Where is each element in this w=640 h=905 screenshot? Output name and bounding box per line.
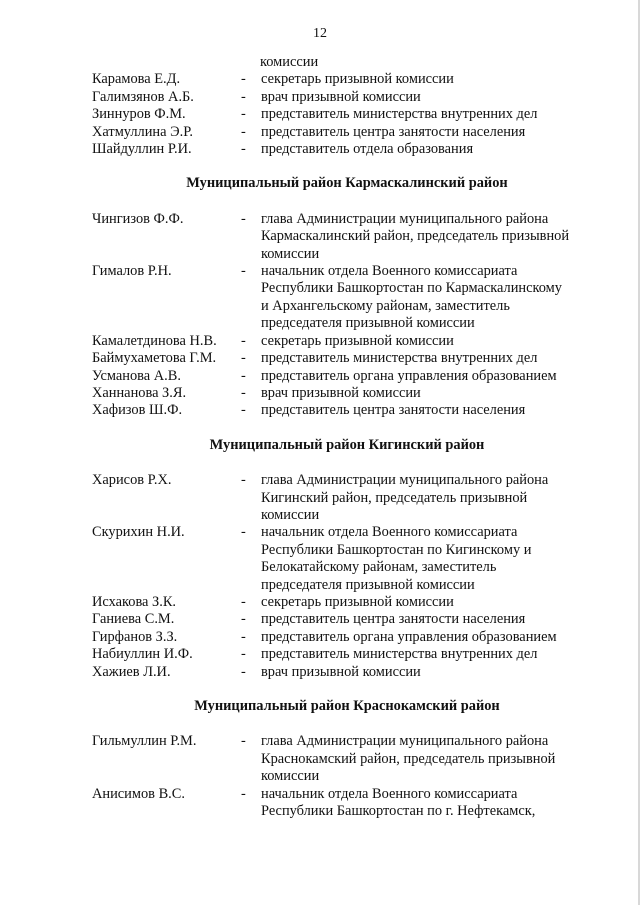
member-role: представитель центра занятости населения [261, 402, 526, 419]
dash-separator [240, 768, 261, 785]
member-row [92, 106, 602, 123]
member-row [92, 664, 602, 681]
member-role: комиссии [261, 768, 320, 785]
document-body [92, 54, 602, 820]
member-row [92, 298, 602, 315]
member-row [92, 768, 602, 785]
dash-separator: - [241, 402, 246, 419]
section-heading: Муниципальный район Кигинский район [209, 436, 485, 453]
district-section [92, 437, 602, 681]
dash-separator [240, 315, 261, 332]
member-row [92, 733, 602, 750]
dash-separator: - [241, 785, 246, 802]
member-role: начальник отдела Военного комиссариата [261, 785, 518, 802]
dash-separator: - [241, 524, 246, 541]
member-row [92, 629, 602, 646]
continuation-line: комиссии [260, 54, 319, 70]
member-role: и Архангельскому районам, заместитель [261, 297, 510, 314]
dash-separator: - [241, 71, 246, 88]
dash-separator [240, 751, 261, 768]
dash-separator [240, 228, 261, 245]
member-name [92, 315, 240, 332]
member-row [92, 594, 602, 611]
dash-separator: - [241, 106, 246, 123]
member-name [92, 751, 240, 768]
member-row [92, 385, 602, 402]
member-role: представитель министерства внутренних дел [261, 350, 538, 367]
dash-separator: - [241, 332, 246, 349]
member-row [92, 263, 602, 280]
member-role: Кигинский район, председатель призывной [261, 489, 528, 506]
dash-separator: - [241, 628, 246, 645]
member-role: Республики Башкортостан по Кармаскалинскому [261, 280, 562, 297]
dash-separator [240, 803, 261, 820]
dash-separator: - [241, 263, 246, 280]
member-row [92, 751, 602, 768]
member-name: Шайдуллин Р.И. [92, 141, 192, 158]
member-row [92, 141, 602, 158]
intro-member-list [92, 71, 602, 158]
dash-separator: - [241, 350, 246, 367]
dash-separator [240, 246, 261, 263]
dash-separator [240, 280, 261, 297]
member-role: секретарь призывной комиссии [261, 71, 454, 88]
member-name [92, 559, 240, 576]
member-role: Краснокамский район, председатель призывной [261, 750, 556, 767]
dash-separator: - [241, 367, 246, 384]
member-role: врач призывной комиссии [261, 384, 421, 401]
member-role: представитель министерства внутренних дел [261, 106, 538, 123]
member-role: врач призывной комиссии [261, 663, 421, 680]
member-row [92, 211, 602, 228]
member-row [92, 507, 602, 524]
page-number: 12 [313, 26, 327, 41]
member-row [92, 646, 602, 663]
district-section [92, 698, 602, 820]
member-name [92, 768, 240, 785]
member-name: Ханнанова З.Я. [92, 384, 187, 401]
dash-separator [240, 577, 261, 594]
member-name [92, 542, 240, 559]
dash-separator: - [241, 141, 246, 158]
member-row [92, 402, 602, 419]
member-name: Хатмуллина Э.Р. [92, 123, 194, 140]
dash-separator: - [241, 384, 246, 401]
member-role: представитель министерства внутренних дел [261, 646, 538, 663]
member-name: Гирфанов З.З. [92, 628, 178, 645]
member-role: представитель органа управления образованием [261, 367, 557, 384]
member-role: глава Администрации муниципального района [261, 210, 549, 227]
dash-separator: - [241, 663, 246, 680]
member-row [92, 803, 602, 820]
dash-separator: - [241, 733, 246, 750]
member-name: Харисов Р.Х. [92, 472, 172, 489]
member-row [92, 350, 602, 367]
member-name [92, 490, 240, 507]
dash-separator [240, 507, 261, 524]
member-row [92, 611, 602, 628]
member-row [92, 524, 602, 541]
member-name: Камалетдинова Н.В. [92, 332, 217, 349]
member-role: комиссии [261, 506, 320, 523]
member-row [92, 71, 602, 88]
member-row [92, 472, 602, 489]
section-heading: Муниципальный район Краснокамский район [194, 698, 500, 714]
member-row [92, 786, 602, 803]
member-role: Белокатайскому районам, заместитель [261, 559, 497, 576]
dash-separator [240, 542, 261, 559]
member-name: Исхакова З.К. [92, 593, 177, 610]
dash-separator [240, 559, 261, 576]
member-row [92, 490, 602, 507]
dash-separator: - [241, 88, 246, 105]
member-name: Хафизов Ш.Ф. [92, 402, 183, 419]
member-row [92, 89, 602, 106]
member-name: Хажиев Л.И. [92, 663, 171, 680]
member-role: представитель органа управления образованием [261, 628, 557, 645]
member-role: начальник отдела Военного комиссариата [261, 524, 518, 541]
member-role: Кармаскалинский район, председатель призывной [261, 228, 570, 245]
member-role: секретарь призывной комиссии [261, 593, 454, 610]
member-row [92, 246, 602, 263]
member-role: глава Администрации муниципального района [261, 733, 549, 750]
dash-separator: - [241, 210, 246, 227]
member-name [92, 298, 240, 315]
member-name: Карамова Е.Д. [92, 71, 181, 88]
district-section [92, 175, 602, 419]
member-name: Скурихин Н.И. [92, 524, 185, 541]
member-name [92, 280, 240, 297]
member-name: Баймухаметова Г.М. [92, 350, 217, 367]
member-row [92, 542, 602, 559]
section-heading: Муниципальный район Кармаскалинский район [186, 175, 508, 192]
member-role: начальник отдела Военного комиссариата [261, 263, 518, 280]
member-row [92, 280, 602, 297]
member-name: Зиннуров Ф.М. [92, 106, 186, 123]
member-name [92, 577, 240, 594]
member-role: врач призывной комиссии [261, 88, 421, 105]
dash-separator: - [241, 472, 246, 489]
dash-separator: - [241, 123, 246, 140]
member-row [92, 124, 602, 141]
member-name: Чингизов Ф.Ф. [92, 210, 184, 227]
member-role: председателя призывной комиссии [261, 315, 475, 332]
dash-separator [240, 298, 261, 315]
member-role: председателя призывной комиссии [261, 576, 475, 593]
dash-separator: - [241, 646, 246, 663]
member-role: глава Администрации муниципального района [261, 472, 549, 489]
member-role: Республики Башкортостан по Кигинскому и [261, 541, 532, 558]
member-name: Гималов Р.Н. [92, 263, 172, 280]
member-name: Анисимов В.С. [92, 785, 185, 802]
member-row [92, 559, 602, 576]
member-row [92, 315, 602, 332]
member-role: комиссии [261, 245, 320, 262]
member-role: секретарь призывной комиссии [261, 332, 454, 349]
member-role: представитель центра занятости населения [261, 123, 526, 140]
district-sections [92, 175, 602, 820]
member-role: Республики Башкортостан по г. Нефтекамск, [261, 803, 536, 820]
member-name [92, 246, 240, 263]
member-role: представитель отдела образования [261, 141, 474, 158]
dash-separator [240, 490, 261, 507]
member-name: Гильмуллин Р.М. [92, 733, 197, 750]
member-name: Ганиева С.М. [92, 611, 175, 628]
member-row [92, 368, 602, 385]
member-row [92, 228, 602, 245]
member-row [92, 577, 602, 594]
member-name [92, 507, 240, 524]
member-name: Набиуллин И.Ф. [92, 646, 193, 663]
member-row [92, 333, 602, 350]
member-role: представитель центра занятости населения [261, 611, 526, 628]
dash-separator: - [241, 593, 246, 610]
member-name: Галимзянов А.Б. [92, 88, 194, 105]
dash-separator: - [241, 611, 246, 628]
member-name: Усманова А.В. [92, 367, 181, 384]
member-name [92, 803, 240, 820]
member-name [92, 228, 240, 245]
